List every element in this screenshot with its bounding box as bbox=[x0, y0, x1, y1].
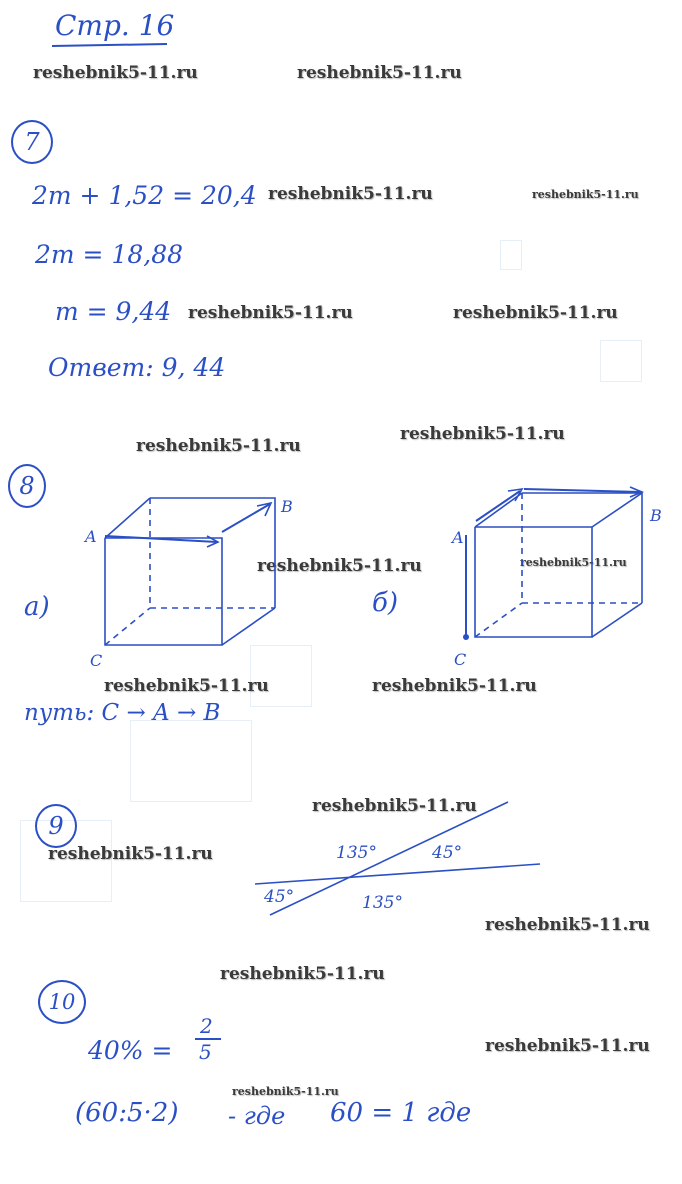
task-7-number: 7 bbox=[11, 120, 53, 164]
watermark: reshebnik5-11.ru bbox=[104, 676, 269, 696]
angle-top-right: 45° bbox=[432, 843, 463, 863]
cube-b-figure bbox=[450, 485, 675, 670]
watermark: reshebnik5-11.ru bbox=[453, 303, 618, 323]
cube-a-label-b: B bbox=[281, 497, 293, 516]
watermark: reshebnik5-11.ru bbox=[485, 915, 650, 935]
task-8-part-a: а) bbox=[24, 592, 50, 622]
cube-a-label-a: A bbox=[85, 527, 97, 546]
watermark: reshebnik5-11.ru bbox=[372, 676, 537, 696]
task-7-answer: Ответ: 9, 44 bbox=[48, 353, 226, 382]
cube-a-edge bbox=[222, 608, 275, 645]
task-7-line-1: 2m + 1,52 = 20,4 bbox=[32, 181, 257, 210]
grid-artifact bbox=[600, 340, 642, 382]
angle-bottom-right: 135° bbox=[362, 893, 403, 913]
task-7-line-3: m = 9,44 bbox=[55, 297, 172, 326]
cube-a-back-edges bbox=[150, 498, 275, 608]
cube-b-label-b: B bbox=[650, 506, 662, 525]
task-8-path: путь: C → A → B bbox=[24, 700, 221, 726]
watermark: reshebnik5-11.ru bbox=[532, 188, 639, 201]
cube-b-edge bbox=[475, 493, 522, 527]
grid-artifact bbox=[500, 240, 522, 270]
cube-a-hidden-edge bbox=[105, 608, 150, 645]
cube-a-path-b bbox=[222, 504, 270, 532]
task-10-percent: 40% = bbox=[88, 1036, 173, 1065]
cube-a-figure bbox=[85, 490, 305, 670]
task-10-line-2-left: (60:5·2) bbox=[75, 1098, 179, 1128]
watermark: reshebnik5-11.ru bbox=[188, 303, 353, 323]
cube-a-label-c: C bbox=[90, 651, 103, 670]
watermark: reshebnik5-11.ru bbox=[232, 1085, 339, 1098]
task-9-number: 9 bbox=[35, 804, 77, 848]
task-8-part-b: б) bbox=[372, 588, 399, 618]
cube-b-path-b bbox=[524, 489, 640, 492]
cube-b-label-a: A bbox=[452, 528, 464, 547]
task-10-number: 10 bbox=[38, 980, 86, 1024]
task-10-line-2-mid: - где bbox=[228, 1102, 286, 1130]
task-9-angles-figure bbox=[240, 790, 560, 930]
task-10-frac-num: 2 bbox=[200, 1014, 213, 1038]
watermark: reshebnik5-11.ru bbox=[257, 556, 422, 576]
watermark: reshebnik5-11.ru bbox=[220, 964, 385, 984]
task-10-frac-den: 5 bbox=[199, 1040, 212, 1064]
task-8-number: 8 bbox=[8, 464, 46, 508]
watermark: reshebnik5-11.ru bbox=[400, 424, 565, 444]
cube-b-front-face bbox=[475, 527, 592, 637]
cube-b-point-c bbox=[463, 634, 469, 640]
cube-b-edge bbox=[592, 493, 642, 527]
page-header: Стр. 16 bbox=[55, 9, 175, 42]
watermark: reshebnik5-11.ru bbox=[33, 63, 198, 83]
watermark: reshebnik5-11.ru bbox=[520, 556, 627, 569]
watermark: reshebnik5-11.ru bbox=[268, 184, 433, 204]
cube-b-label-c: C bbox=[454, 650, 467, 669]
cube-b-back-edges bbox=[522, 493, 642, 603]
cube-a-edge bbox=[105, 498, 150, 538]
task-10-line-2-right: 60 = 1 где bbox=[330, 1098, 472, 1128]
line-horizontal bbox=[255, 864, 540, 884]
angle-top-left: 135° bbox=[336, 843, 377, 863]
cube-b-path-a bbox=[476, 491, 520, 521]
watermark: reshebnik5-11.ru bbox=[136, 436, 301, 456]
watermark: reshebnik5-11.ru bbox=[485, 1036, 650, 1056]
watermark: reshebnik5-11.ru bbox=[48, 844, 213, 864]
cube-a-path-ab bbox=[105, 536, 217, 542]
angle-bottom-left: 45° bbox=[264, 887, 295, 907]
cube-b-hidden-edge bbox=[475, 603, 522, 637]
cube-b-edge bbox=[592, 603, 642, 637]
task-7-line-2: 2m = 18,88 bbox=[35, 240, 184, 269]
watermark: reshebnik5-11.ru bbox=[312, 796, 477, 816]
header-underline bbox=[52, 43, 167, 47]
watermark: reshebnik5-11.ru bbox=[297, 63, 462, 83]
cube-a-front-face bbox=[105, 538, 222, 645]
grid-artifact bbox=[130, 720, 252, 802]
